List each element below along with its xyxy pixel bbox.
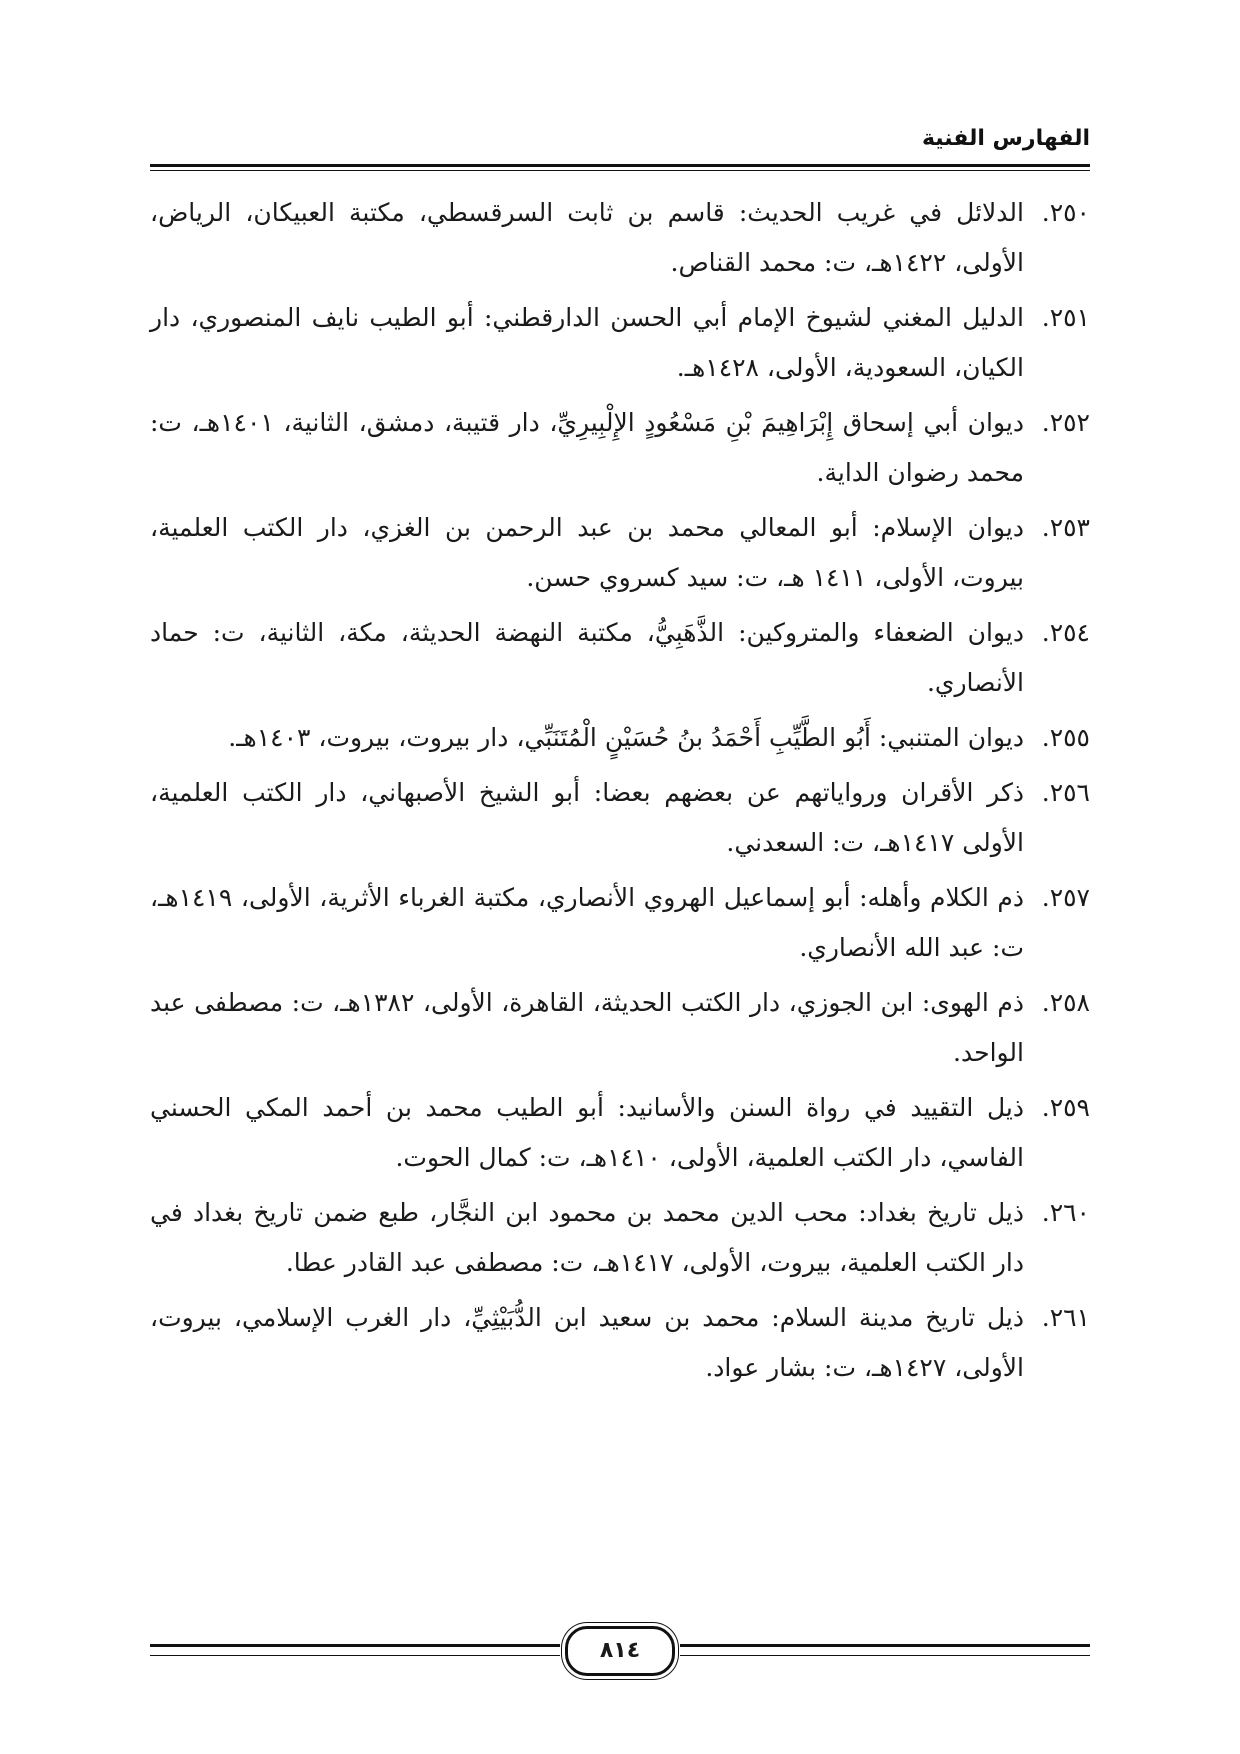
page-number: ٨١٤ — [565, 1626, 675, 1676]
entry-number: ٢٥٣. — [1041, 513, 1090, 542]
entry-number: ٢٥٨. — [1041, 988, 1090, 1017]
bibliography-entry — [150, 398, 1090, 498]
entry-number: ٢٥٢. — [1041, 408, 1090, 437]
bibliography-list — [150, 188, 1090, 1398]
footer-rule-right — [680, 1644, 1090, 1656]
bibliography-entry — [150, 768, 1090, 868]
entry-number: ٢٥٩. — [1041, 1093, 1090, 1122]
bibliography-entry — [150, 503, 1090, 603]
entry-text: ديوان الإسلام: أبو المعالي محمد بن عبد الرحمن بن الغزي، دار الكتب العلمية، بيروت، الأولى، ١٤١١ هـ، ت: سيد كسروي حسن. — [150, 513, 1024, 592]
bibliography-entry — [150, 713, 1090, 763]
entry-text: الدليل المغني لشيوخ الإمام أبي الحسن الدارقطني: أبو الطيب نايف المنصوري، دار الكيان، السعودية، الأولى، ١٤٢٨هـ. — [150, 303, 1024, 382]
entry-text: ديوان أبي إسحاق إِبْرَاهِيمَ بْنِ مَسْعُودٍ الإِلْبِيرِيِّ، دار قتيبة، دمشق، الثانية، ١٤٠١هـ، ت: محمد رضوان الداية. — [150, 408, 1024, 487]
entry-number: ٢٥٧. — [1041, 883, 1090, 912]
header-rule-thin — [150, 170, 1090, 171]
bibliography-entry — [150, 873, 1090, 973]
entry-text: الدلائل في غريب الحديث: قاسم بن ثابت السرقسطي، مكتبة العبيكان، الرياض، الأولى، ١٤٢٢هـ، ت: محمد القناص. — [150, 198, 1024, 277]
bibliography-entry — [150, 978, 1090, 1078]
page-header — [150, 112, 1090, 176]
entry-number: ٢٥٠. — [1041, 198, 1090, 227]
entry-text: ذكر الأقران ورواياتهم عن بعضهم بعضا: أبو الشيخ الأصبهاني، دار الكتب العلمية، الأولى ١٤١٧هـ، ت: السعدني. — [150, 778, 1024, 857]
entry-text: ذم الكلام وأهله: أبو إسماعيل الهروي الأنصاري، مكتبة الغرباء الأثرية، الأولى، ١٤١٩هـ، ت: عبد الله الأنصاري. — [150, 883, 1024, 962]
bibliography-entry — [150, 1083, 1090, 1183]
footer-rule-left — [150, 1644, 560, 1656]
bibliography-entry — [150, 608, 1090, 708]
header-rule-thick — [150, 164, 1090, 167]
bibliography-entry — [150, 188, 1090, 288]
entry-text: ديوان الضعفاء والمتروكين: الذَّهَبِيُّ، مكتبة النهضة الحديثة، مكة، الثانية، ت: حماد الأنصاري. — [150, 618, 1024, 697]
entry-text: ذيل تاريخ مدينة السلام: محمد بن سعيد ابن الدُّبَيْثِيِّ، دار الغرب الإسلامي، بيروت، الأولى، ١٤٢٧هـ، ت: بشار عواد. — [150, 1303, 1024, 1382]
entry-text: ديوان المتنبي: أَبُو الطَّيِّبِ أَحْمَدُ بنُ حُسَيْنٍ الْمُتَنَبِّي، دار بيروت، بيروت، ١٤٠٣هـ. — [228, 723, 1024, 752]
bibliography-entry — [150, 1293, 1090, 1393]
entry-number: ٢٥٥. — [1041, 723, 1090, 752]
bibliography-entry — [150, 1188, 1090, 1288]
entry-number: ٢٦١. — [1041, 1303, 1090, 1332]
entry-number: ٢٥٤. — [1041, 618, 1090, 647]
entry-number: ٢٥٦. — [1041, 778, 1090, 807]
entry-number: ٢٥١. — [1041, 303, 1090, 332]
entry-text: ذيل تاريخ بغداد: محب الدين محمد بن محمود ابن النجَّار، طبع ضمن تاريخ بغداد في دار الكتب العلمية، بيروت، الأولى، ١٤١٧هـ، ت: مصطفى عبد القادر عطا. — [150, 1198, 1024, 1277]
page-footer — [150, 1618, 1090, 1678]
entry-text: ذيل التقييد في رواة السنن والأسانيد: أبو الطيب محمد بن أحمد المكي الحسني الفاسي، دار الكتب العلمية، الأولى، ١٤١٠هـ، ت: كمال الحوت. — [150, 1093, 1024, 1172]
entry-text: ذم الهوى: ابن الجوزي، دار الكتب الحديثة، القاهرة، الأولى، ١٣٨٢هـ، ت: مصطفى عبد الواحد. — [150, 988, 1024, 1067]
bibliography-entry — [150, 293, 1090, 393]
entry-number: ٢٦٠. — [1041, 1198, 1090, 1227]
running-header-title: الفهارس الفنية — [921, 126, 1090, 151]
